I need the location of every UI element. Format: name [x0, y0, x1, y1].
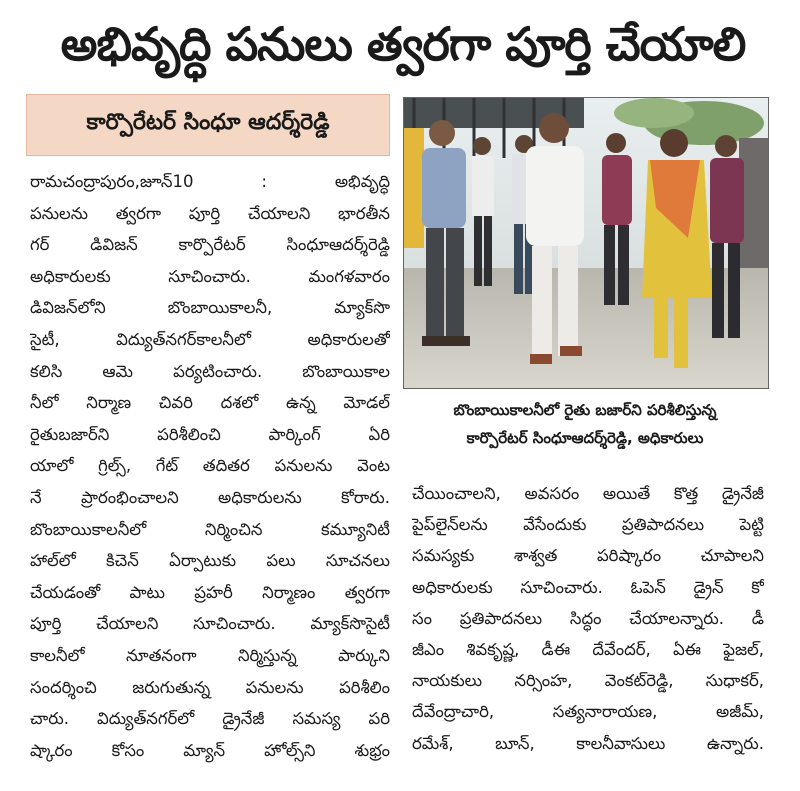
left-line-16: కాలనీలో నూతనంగా నిర్మిస్తున్న పార్కుని: [30, 645, 390, 665]
left-line-2: పనులను త్వరగా పూర్తి చేయాలని భారతీన: [30, 203, 390, 223]
caption-line-1: బొంబాయికాలనీలో రైతు బజార్‌ని పరిశీలిస్తున్న: [453, 401, 717, 419]
left-line-9: రైతుబజార్‌ని పరిశీలించి పార్కింగ్ ఏరి: [30, 424, 390, 444]
left-line-10: యాలో గ్రిల్స్, గేట్ తదితర పనులను వెంట: [30, 456, 390, 476]
left-line-12: బొంబాయికాలనీలో నిర్మించిన కమ్యూనిటీ: [30, 519, 390, 539]
subheadline: కార్పొరేటర్ సింధూ ఆదర్శ్‌రెడ్డి: [86, 110, 330, 135]
left-line-18: చారు. విద్యుత్‌నగర్‌లో డ్రైనేజీ సమస్య పరి: [30, 709, 390, 729]
photo-caption: [403, 396, 767, 458]
left-column: [30, 166, 390, 786]
left-line-19: ష్కారం కోసం మ్యాన్ హోల్స్‌ని శుభ్రం: [30, 740, 390, 760]
news-photo-illustration: [404, 98, 768, 388]
right-line-7: నాయకులు నర్సింహ, వెంకట్‌రెడ్డి, సుధాకర్,: [412, 671, 764, 691]
left-line-15: పూర్తి చేయాలని సూచించారు. మ్యాక్‌సొసైటీ: [30, 614, 390, 634]
right-line-9: రమేశ్, బూన్, కాలనీవాసులు ఉన్నారు.: [412, 733, 764, 753]
left-line-14: చేయడంతో పాటు ప్రహరీ నిర్మాణం త్వరగా: [30, 582, 390, 602]
left-line-4: అధికారులకు సూచించారు. మంగళవారం: [30, 266, 390, 286]
headline: అభివృద్ధి పనులు త్వరగా పూర్తి చేయాలి: [60, 17, 746, 71]
left-line-13: హాల్‌లో కిచెన్ ఏర్పాటుకు పలు సూచనలు: [30, 551, 390, 571]
right-line-1: చేయించాలని, అవసరం అయితే కొత్త డ్రైనేజీ: [412, 484, 764, 503]
left-line-8: నీలో నిర్మాణ చివరి దశలో ఉన్న మోడల్: [30, 393, 390, 413]
caption-line-2: కార్పొరేటర్ సింధూఆదర్శ్‌రెడ్డి, అధికారులు: [466, 429, 704, 447]
right-line-8: దేవేంద్రాచారి, సత్యనారాయణ, అజీమ్,: [412, 702, 764, 722]
right-line-3: సమస్యకు శాశ్వత పరిష్కారం చూపాలని: [412, 546, 764, 566]
left-line-11: నే ప్రారంభించాలని అధికారులను కోరారు.: [30, 487, 390, 507]
left-line-17: సందర్శించి జరుగుతున్న పనులను పరిశీలిం: [30, 677, 390, 697]
left-line-3: గర్ డివిజన్ కార్పొరేటర్ సింధూఆదర్శ్‌రెడ్డి: [30, 235, 390, 255]
left-line-5: డివిజన్‌లోని బొంబాయికాలనీ, మ్యాక్‌సొ: [30, 298, 390, 318]
left-line-7: కలిసి ఆమె పర్యటించారు. బొంబాయికాల: [30, 361, 390, 381]
left-line-6: సైటీ, విద్యుత్‌నగర్‌కాలనీలో అధికారులతో: [30, 329, 390, 349]
news-photo: [403, 97, 769, 389]
right-line-5: సం ప్రతిపాదనలు సిద్ధం చేయాలన్నారు. డీ: [412, 608, 764, 628]
right-column: [412, 478, 764, 778]
subheadline-box: [26, 94, 390, 156]
left-line-1: రామచంద్రాపురం,జూన్10 : అభివృద్ధి: [30, 172, 390, 191]
right-line-2: పైప్‌లైన్‌లను వేసేందుకు ప్రతిపాదనలు పెట్టి: [412, 515, 764, 535]
right-line-4: అధికారులకు సూచించారు. ఓపెన్ డ్రైన్ కో: [412, 577, 764, 597]
right-line-6: జీఎం శివకృష్ణ, డీఈ దేవేందర్, ఏఈ ఫైజల్,: [412, 640, 764, 660]
